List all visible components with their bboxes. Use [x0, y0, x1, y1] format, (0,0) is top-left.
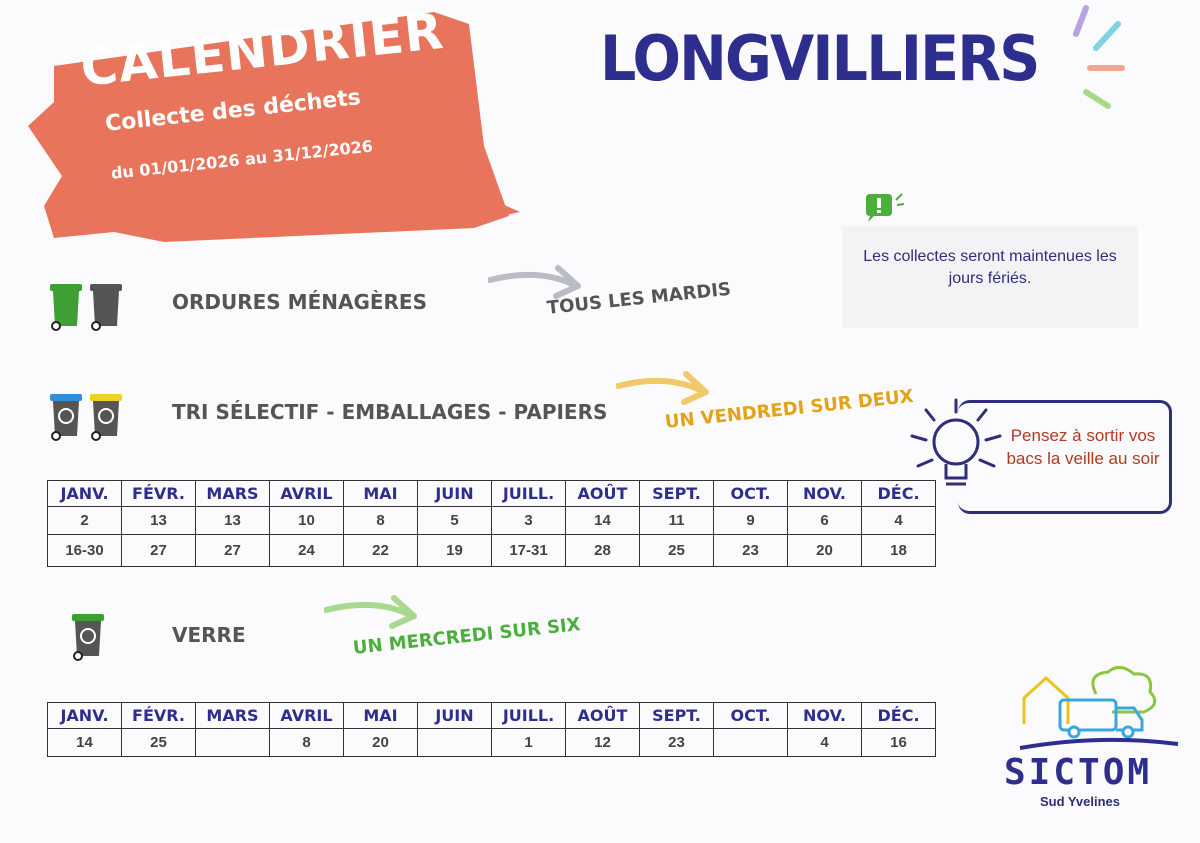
date-cell: 25 [122, 729, 196, 757]
month-cell: JUIN [418, 703, 492, 729]
calendar-dates: du 01/01/2026 au 31/12/2026 [110, 136, 374, 183]
month-cell: MAI [344, 703, 418, 729]
tri-dates-row-1 [48, 507, 936, 535]
month-cell: OCT. [714, 481, 788, 507]
date-cell: 24 [270, 535, 344, 567]
month-cell: MARS [196, 703, 270, 729]
verre-schedule: UN MERCREDI SUR SIX [352, 614, 582, 659]
verre-label: VERRE [172, 623, 246, 647]
month-cell: AVRIL [270, 703, 344, 729]
date-cell: 14 [566, 507, 640, 535]
date-cell [714, 729, 788, 757]
verre-calendar-table [47, 702, 936, 757]
date-cell: 11 [640, 507, 714, 535]
date-cell: 20 [788, 535, 862, 567]
tip-text: Pensez à sortir vos bacs la veille au soir [1006, 426, 1160, 468]
date-cell: 10 [270, 507, 344, 535]
date-cell: 27 [122, 535, 196, 567]
month-cell: AVRIL [270, 481, 344, 507]
calendar-subtitle: Collecte des déchets [104, 85, 362, 137]
month-cell: JUILL. [492, 703, 566, 729]
month-cell: AOÛT [566, 481, 640, 507]
orange-arrow-icon [616, 368, 716, 408]
month-cell: DÉC. [862, 703, 936, 729]
date-cell [418, 729, 492, 757]
month-cell: FÉVR. [122, 481, 196, 507]
sparkle-lines-icon [1070, 2, 1130, 112]
date-cell: 17-31 [492, 535, 566, 567]
date-cell: 8 [270, 729, 344, 757]
date-cell: 3 [492, 507, 566, 535]
tri-schedule: UN VENDREDI SUR DEUX [664, 385, 915, 433]
tri-dates-row-2 [48, 535, 936, 567]
tri-months-row [48, 481, 936, 507]
month-cell: SEPT. [640, 481, 714, 507]
date-cell: 9 [714, 507, 788, 535]
month-cell: JUIN [418, 481, 492, 507]
date-cell: 1 [492, 729, 566, 757]
household-bins-icon [48, 280, 128, 334]
sictom-logo-icon [1016, 664, 1184, 754]
month-cell: FÉVR. [122, 703, 196, 729]
green-arrow-icon [324, 592, 424, 632]
month-cell: SEPT. [640, 703, 714, 729]
date-cell: 6 [788, 507, 862, 535]
date-cell: 13 [196, 507, 270, 535]
month-cell: MAI [344, 481, 418, 507]
date-cell: 12 [566, 729, 640, 757]
date-cell: 19 [418, 535, 492, 567]
glass-bin-icon [70, 610, 110, 666]
date-cell: 4 [788, 729, 862, 757]
date-cell: 27 [196, 535, 270, 567]
date-cell: 13 [122, 507, 196, 535]
date-cell: 22 [344, 535, 418, 567]
month-cell: AOÛT [566, 703, 640, 729]
verre-dates-row [48, 729, 936, 757]
date-cell: 28 [566, 535, 640, 567]
month-cell: NOV. [788, 703, 862, 729]
month-cell: JANV. [48, 481, 122, 507]
month-cell: JUILL. [492, 481, 566, 507]
town-title: LONGVILLIERS [600, 22, 1039, 95]
verre-months-row [48, 703, 936, 729]
month-cell: OCT. [714, 703, 788, 729]
date-cell: 2 [48, 507, 122, 535]
month-cell: NOV. [788, 481, 862, 507]
date-cell: 25 [640, 535, 714, 567]
date-cell: 20 [344, 729, 418, 757]
calendar-title: CALENDRIER [78, 1, 447, 98]
alert-bubble-icon [864, 192, 906, 226]
date-cell: 16 [862, 729, 936, 757]
date-cell: 4 [862, 507, 936, 535]
date-cell: 23 [714, 535, 788, 567]
date-cell: 14 [48, 729, 122, 757]
ordures-label: ORDURES MÉNAGÈRES [172, 290, 427, 314]
holiday-notice: Les collectes seront maintenues les jours fériés. [863, 248, 1117, 287]
recycling-bins-icon [48, 390, 128, 444]
date-cell: 8 [344, 507, 418, 535]
month-cell: MARS [196, 481, 270, 507]
date-cell: 5 [418, 507, 492, 535]
tri-label: TRI SÉLECTIF - EMBALLAGES - PAPIERS [172, 400, 608, 424]
date-cell: 23 [640, 729, 714, 757]
sictom-name: SICTOM [1004, 752, 1153, 793]
ordures-schedule: TOUS LES MARDIS [546, 278, 732, 319]
month-cell: DÉC. [862, 481, 936, 507]
date-cell: 16-30 [48, 535, 122, 567]
sictom-region: Sud Yvelines [1040, 794, 1120, 809]
tri-calendar-table [47, 480, 936, 567]
month-cell: JANV. [48, 703, 122, 729]
date-cell: 18 [862, 535, 936, 567]
date-cell [196, 729, 270, 757]
